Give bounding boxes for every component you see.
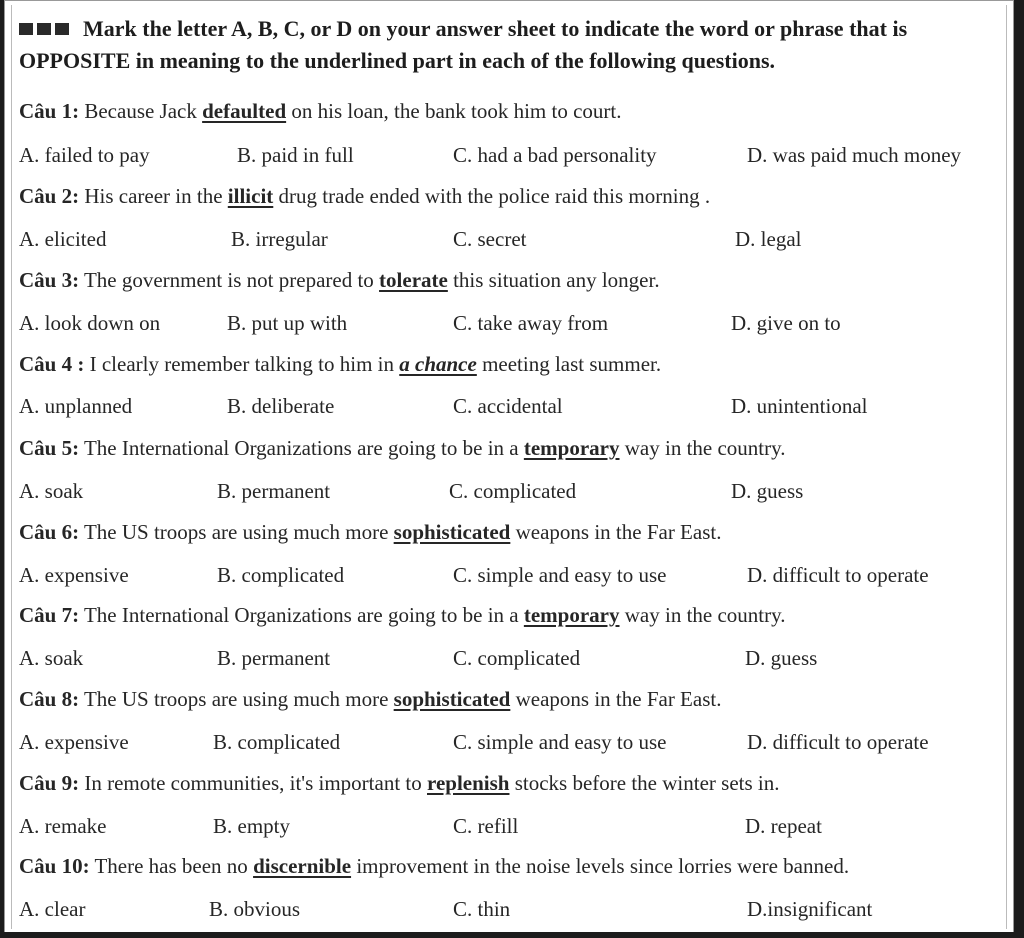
underlined-word: sophisticated: [393, 520, 511, 544]
underlined-word: replenish: [427, 771, 510, 795]
question-label: Câu 4 :: [19, 352, 85, 376]
question-text-before: Because Jack: [79, 99, 203, 123]
option-b: B. paid in full: [237, 143, 354, 167]
underlined-word: tolerate: [379, 268, 448, 292]
question-2: [19, 184, 1009, 209]
question-text-after: improvement in the noise levels since lorries were banned.: [351, 854, 850, 878]
question-label: Câu 5:: [19, 436, 80, 460]
option-c: C. take away from: [453, 311, 609, 335]
question-label: Câu 3:: [19, 268, 80, 292]
option-d: D. was paid much money: [747, 143, 962, 167]
option-c: C. simple and easy to use: [453, 730, 667, 754]
question-4: [19, 352, 1009, 377]
option-c: C. complicated: [453, 646, 581, 670]
option-b: B. permanent: [217, 646, 331, 670]
option-d: D. unintentional: [731, 394, 868, 418]
question-text-before: The US troops are using much more: [79, 520, 394, 544]
section-marker-icon: [19, 21, 77, 37]
question-text-before: There has been no: [89, 854, 254, 878]
option-a: A. unplanned: [19, 394, 133, 418]
option-a: A. look down on: [19, 311, 161, 335]
option-b: B. obvious: [209, 897, 301, 921]
question-8: [19, 687, 1009, 712]
question-text-after: way in the country.: [619, 603, 786, 627]
question-text-after: drug trade ended with the police raid this morning .: [273, 184, 711, 208]
question-label: Câu 2:: [19, 184, 80, 208]
option-a: A. expensive: [19, 563, 129, 587]
option-b: B. empty: [213, 814, 290, 838]
option-d: D.insignificant: [747, 897, 873, 921]
option-d: D. guess: [731, 479, 804, 503]
question-label: Câu 7:: [19, 603, 80, 627]
option-d: D. legal: [735, 227, 802, 251]
question-label: Câu 8:: [19, 687, 80, 711]
question-text-after: way in the country.: [619, 436, 786, 460]
question-text-after: weapons in the Far East.: [510, 687, 722, 711]
option-c: C. accidental: [453, 394, 563, 418]
question-label: Câu 6:: [19, 520, 80, 544]
question-text-before: His career in the: [79, 184, 228, 208]
option-b: B. permanent: [217, 479, 331, 503]
option-c: C. secret: [453, 227, 527, 251]
question-10: [19, 854, 1009, 879]
instructions-line-1: Mark the letter A, B, C, or D on your answer sheet to indicate the word or phrase that is: [83, 16, 908, 41]
question-text-after: on his loan, the bank took him to court.: [286, 99, 622, 123]
question-text-after: weapons in the Far East.: [510, 520, 722, 544]
underlined-word: defaulted: [202, 99, 287, 123]
option-d: D. difficult to operate: [747, 563, 929, 587]
question-text-after: stocks before the winter sets in.: [509, 771, 780, 795]
question-3: [19, 268, 1009, 293]
question-text-after: this situation any longer.: [447, 268, 660, 292]
question-text-before: I clearly remember talking to him in: [84, 352, 400, 376]
question-text-before: The International Organizations are going to be in a: [79, 436, 524, 460]
option-a: A. elicited: [19, 227, 107, 251]
option-c: C. complicated: [449, 479, 577, 503]
option-c: C. simple and easy to use: [453, 563, 667, 587]
option-d: D. give on to: [731, 311, 841, 335]
question-text-before: The US troops are using much more: [79, 687, 394, 711]
underlined-word: temporary: [523, 603, 620, 627]
underlined-word: a chance: [399, 352, 477, 376]
option-a: A. soak: [19, 646, 84, 670]
question-text-before: The International Organizations are going to be in a: [79, 603, 524, 627]
question-9: [19, 771, 1009, 796]
option-a: A. remake: [19, 814, 107, 838]
instructions-line-2: OPPOSITE in meaning to the underlined part in each of the following questions.: [19, 48, 776, 73]
question-text-before: The government is not prepared to: [79, 268, 380, 292]
option-c: C. thin: [453, 897, 511, 921]
question-1: [19, 99, 1009, 124]
question-5: [19, 436, 1009, 461]
option-a: A. soak: [19, 479, 84, 503]
instructions-header: [19, 13, 1009, 77]
option-b: B. complicated: [217, 563, 345, 587]
underlined-word: sophisticated: [393, 687, 511, 711]
option-b: B. irregular: [231, 227, 328, 251]
option-b: B. put up with: [227, 311, 348, 335]
question-label: Câu 10:: [19, 854, 90, 878]
option-c: C. had a bad personality: [453, 143, 657, 167]
option-b: B. deliberate: [227, 394, 335, 418]
question-label: Câu 9:: [19, 771, 80, 795]
option-d: D. difficult to operate: [747, 730, 929, 754]
question-text-after: meeting last summer.: [476, 352, 662, 376]
underlined-word: illicit: [227, 184, 274, 208]
option-c: C. refill: [453, 814, 519, 838]
screen-bottom-edge: [0, 932, 1024, 938]
worksheet-page: [4, 0, 1014, 934]
option-d: D. repeat: [745, 814, 822, 838]
option-b: B. complicated: [213, 730, 341, 754]
underlined-word: temporary: [523, 436, 620, 460]
question-7: [19, 603, 1009, 628]
option-a: A. expensive: [19, 730, 129, 754]
underlined-word: discernible: [253, 854, 352, 878]
option-a: A. failed to pay: [19, 143, 150, 167]
option-a: A. clear: [19, 897, 86, 921]
question-label: Câu 1:: [19, 99, 80, 123]
question-text-before: In remote communities, it's important to: [79, 771, 427, 795]
option-d: D. guess: [745, 646, 818, 670]
question-6: [19, 520, 1009, 545]
